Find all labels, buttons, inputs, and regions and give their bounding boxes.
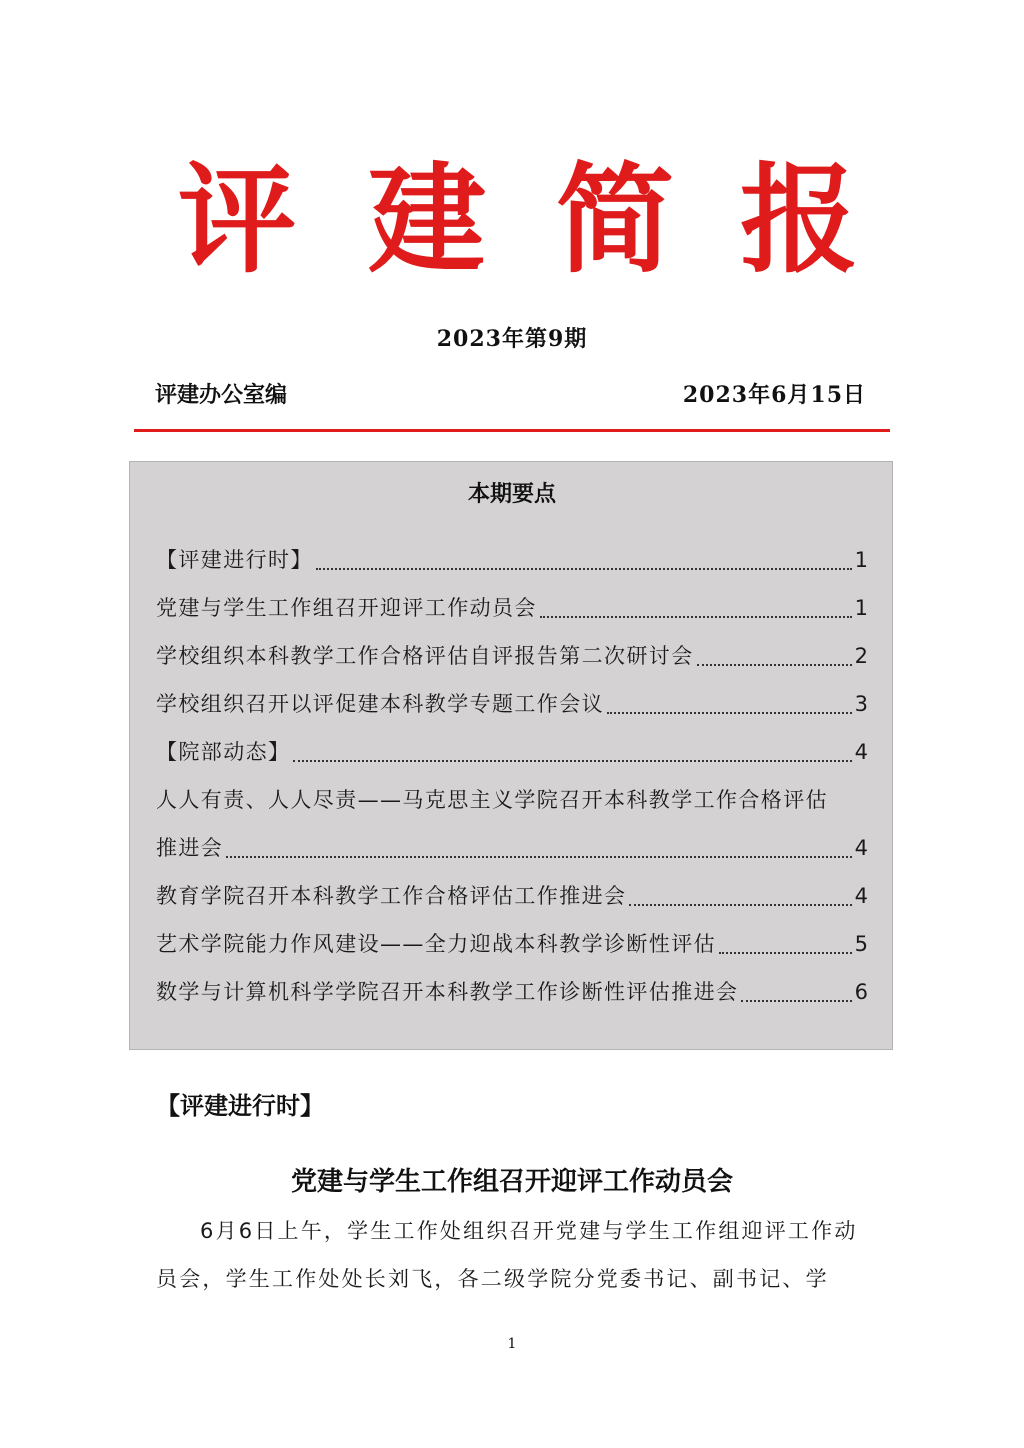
toc-entry[interactable] — [156, 728, 868, 776]
toc-dot-leader — [607, 711, 852, 714]
masthead-title — [0, 150, 1024, 290]
toc-entry-title: 艺术学院能力作风建设——全力迎战本科教学诊断性评估 — [156, 932, 716, 956]
toc-dot-leader — [741, 999, 851, 1002]
toc-entry-title-continued: 推进会 — [156, 836, 224, 860]
toc-entry-title: 人人有责、人人尽责——马克思主义学院召开本科教学工作合格评估 — [156, 788, 828, 812]
toc-entry-title: 学校组织召开以评促建本科教学专题工作会议 — [156, 692, 604, 716]
article-body: 6月6日上午，学生工作处组织召开党建与学生工作组迎评工作动员会，学生工作处处长刘飞，各二级学院分党委书记、副书记、学 — [156, 1219, 858, 1291]
page-number: 1 — [507, 1336, 517, 1352]
toc-entry[interactable] — [156, 872, 868, 920]
toc-entry-continuation[interactable] — [156, 824, 868, 872]
masthead-char: 报 — [740, 151, 859, 289]
toc-dot-leader — [697, 663, 852, 666]
toc-dot-leader — [540, 615, 852, 618]
masthead-char: 评 — [178, 151, 297, 289]
toc-entry[interactable] — [156, 536, 868, 584]
toc-entry-title: 教育学院召开本科教学工作合格评估工作推进会 — [156, 884, 627, 908]
toc-entry[interactable] — [156, 632, 868, 680]
toc-entry-title: 学校组织本科教学工作合格评估自评报告第二次研讨会 — [156, 644, 694, 668]
article-title: 党建与学生工作组召开迎评工作动员会 — [290, 1167, 733, 1197]
toc-entry-page: 1 — [854, 548, 868, 572]
masthead-char: 简 — [556, 151, 675, 289]
toc-entry[interactable] — [156, 920, 868, 968]
toc-entry[interactable] — [156, 776, 868, 824]
masthead-char: 建 — [368, 151, 487, 289]
toc-entry-page: 4 — [854, 884, 868, 908]
toc-dot-leader — [316, 567, 852, 570]
editor-office: 评建办公室编 — [155, 382, 288, 408]
toc-entry[interactable] — [156, 680, 868, 728]
toc-list — [156, 536, 868, 1016]
toc-entry-page: 1 — [854, 596, 868, 620]
toc-entry[interactable] — [156, 584, 868, 632]
toc-dot-leader — [629, 903, 851, 906]
toc-entry-page: 4 — [854, 836, 868, 860]
toc-entry-page: 2 — [854, 644, 868, 668]
issue-number: 2023年第9期 — [436, 326, 588, 352]
toc-dot-leader — [293, 759, 851, 762]
toc-entry-page: 3 — [854, 692, 868, 716]
toc-entry-title: 【评建进行时】 — [156, 548, 313, 572]
toc-entry-title: 数学与计算机科学学院召开本科教学工作诊断性评估推进会 — [156, 980, 739, 1004]
toc-entry[interactable] — [156, 968, 868, 1016]
header-divider — [134, 429, 890, 432]
publish-date: 2023年6月15日 — [682, 382, 866, 408]
toc-dot-leader — [226, 855, 851, 858]
toc-entry-title: 党建与学生工作组召开迎评工作动员会 — [156, 596, 537, 620]
toc-entry-page: 6 — [854, 980, 868, 1004]
toc-entry-page: 5 — [854, 932, 868, 956]
section-heading: 【评建进行时】 — [156, 1092, 324, 1120]
toc-entry-title: 【院部动态】 — [156, 740, 291, 764]
toc-title: 本期要点 — [467, 482, 556, 507]
toc-entry-page: 4 — [854, 740, 868, 764]
toc-dot-leader — [719, 951, 852, 954]
